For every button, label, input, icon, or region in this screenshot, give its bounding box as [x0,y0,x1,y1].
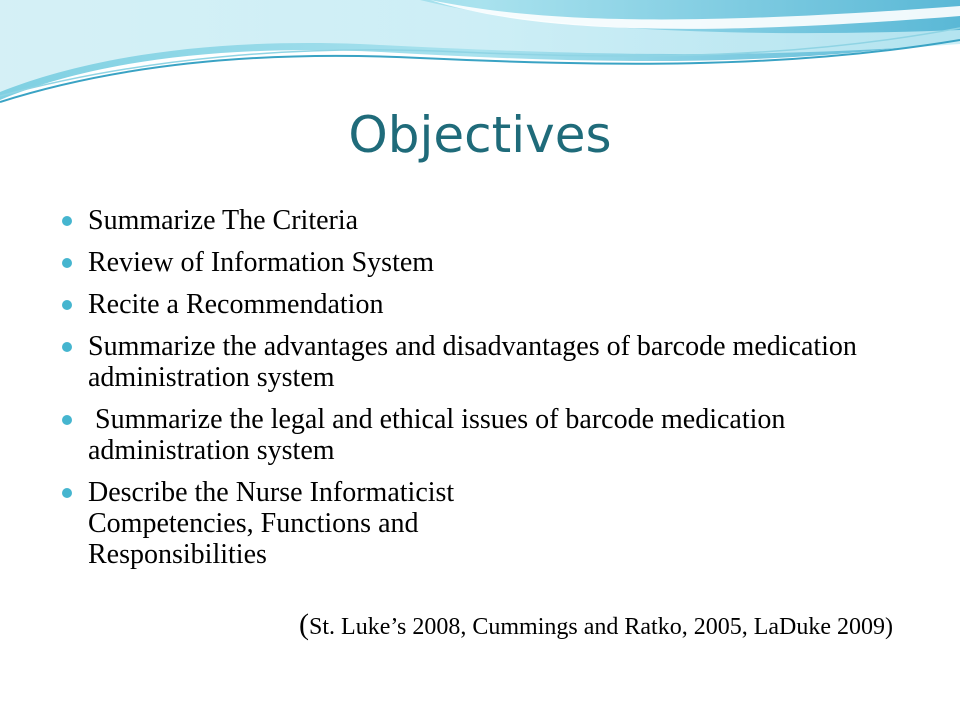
bullet-icon [62,488,72,498]
list-item [60,331,930,393]
bullet-icon [62,300,72,310]
bullet-text: Review of Information System [88,247,435,278]
list-item [60,205,930,236]
slide-title: Objectives [348,106,612,164]
bullet-icon [62,216,72,226]
list-item [60,289,930,320]
bullet-text: Recite a Recommendation [88,289,384,320]
citation-text: St. Luke’s 2008, Cummings and Ratko, 2005, LaDuke 2009) [309,614,893,640]
bullet-text: Summarize the advantages and disadvantages of barcode medication administration system [88,331,857,393]
bullet-icon [62,258,72,268]
bullet-text: Describe the Nurse Informaticist Competencies, Functions and Responsibilities [88,477,455,570]
bullet-text: Summarize the legal and ethical issues of barcode medication administration system [88,404,793,466]
list-item [60,247,930,278]
citation [0,608,893,642]
bullet-icon [62,342,72,352]
bullet-text: Summarize The Criteria [88,205,359,236]
list-item [60,404,930,466]
objectives-list [60,205,930,581]
citation-open-paren: ( [299,608,310,641]
list-item [60,477,930,570]
bullet-icon [62,415,72,425]
